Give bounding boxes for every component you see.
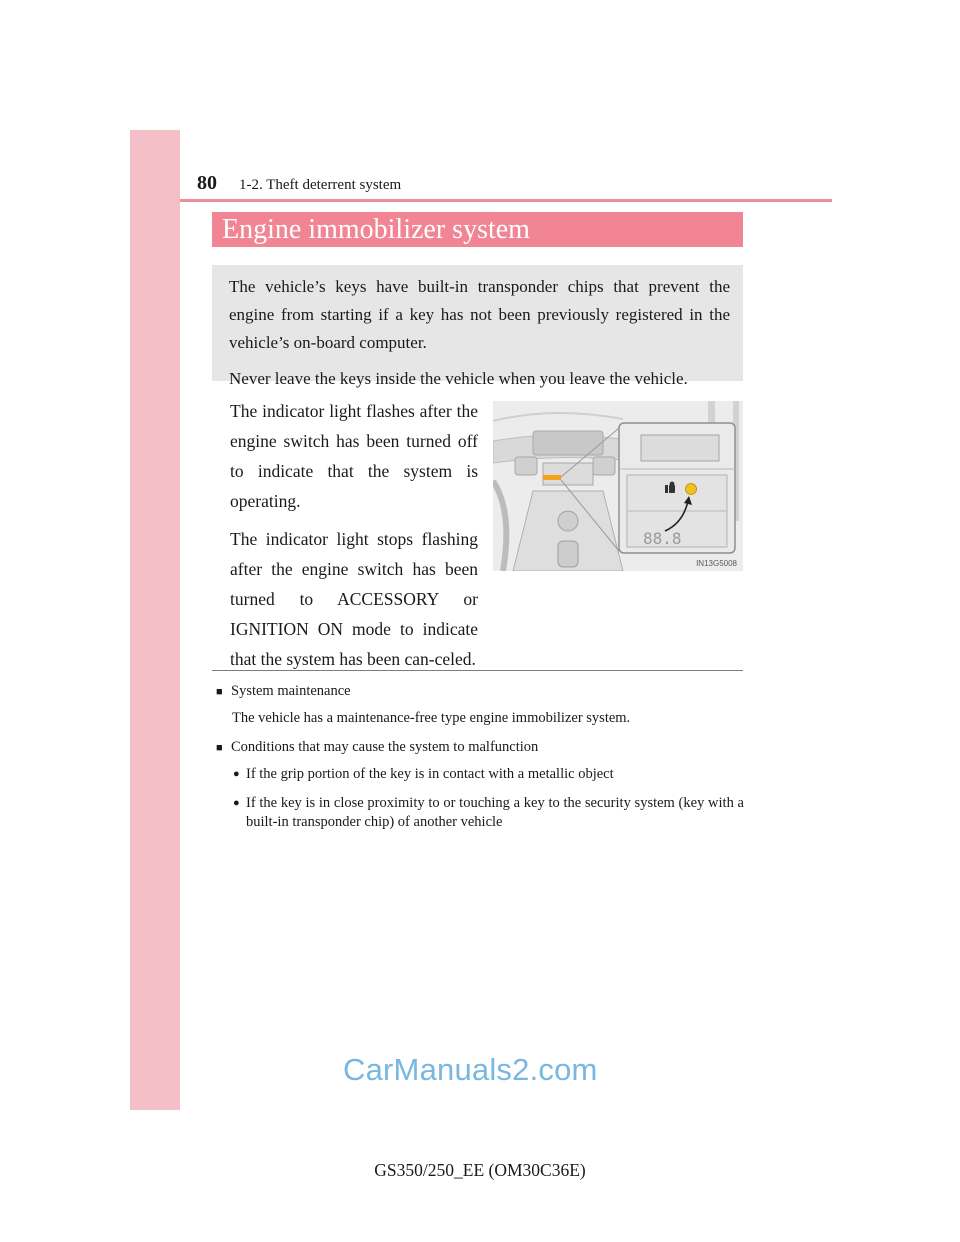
figure-code: IN13G5008 — [696, 559, 737, 568]
intro-box — [212, 265, 743, 388]
note-heading-malfunction — [216, 738, 744, 758]
list-item-text: If the grip portion of the key is in contact with a metallic object — [246, 766, 614, 782]
round-bullet-icon: ● — [233, 768, 240, 780]
chapter-title: 1-2. Theft deterrent system — [239, 177, 402, 193]
round-bullet-icon: ● — [233, 797, 240, 809]
note-body-maintenance: The vehicle has a maintenance-free type engine immobilizer system. — [232, 710, 631, 726]
note-heading-text: Conditions that may cause the system to malfunction — [231, 739, 539, 755]
list-item — [233, 765, 744, 784]
note-heading-maintenance — [216, 682, 744, 702]
dashboard-illustration — [493, 401, 743, 571]
square-bullet-icon: ■ — [216, 742, 223, 754]
list-item — [233, 794, 744, 832]
body-text — [230, 396, 478, 682]
intro-warning: Never leave the keys inside the vehicle when you leave the vehicle. — [229, 369, 688, 388]
section-title-bar — [212, 212, 743, 247]
display-digits: 88.8 — [643, 529, 682, 548]
page-footer: GS350/250_EE (OM30C36E) — [374, 1160, 586, 1180]
header-rule — [180, 199, 832, 202]
dashboard-drawing — [493, 401, 743, 571]
side-tab-band — [130, 130, 180, 1110]
intro-paragraph: The vehicle’s keys have built-in transponder chips that prevent the engine from starting if a key has not been previously registered in the vehicle’s on-board computer. — [229, 277, 730, 352]
section-title: Engine immobilizer system — [222, 214, 530, 245]
page-header — [197, 172, 401, 195]
body-paragraph-flashes: The indicator light flashes after the engine switch has been turned off to indicate that the system is operating. — [230, 401, 478, 511]
section-divider — [212, 670, 743, 671]
note-heading-text: System maintenance — [231, 683, 351, 699]
body-paragraph-stops: The indicator light stops flashing after the engine switch has been turned to ACCESSORY or IGNITION ON mode to indicate that the system has been can-celed. — [230, 529, 478, 669]
watermark-link[interactable]: CarManuals2.com — [343, 1052, 598, 1087]
square-bullet-icon: ■ — [216, 686, 223, 698]
list-item-text: If the key is in close proximity to or touching a key to the security system (key with a built-in transponder chip) of another vehicle — [246, 795, 744, 830]
page-number: 80 — [197, 172, 217, 194]
notes-section — [216, 682, 744, 842]
